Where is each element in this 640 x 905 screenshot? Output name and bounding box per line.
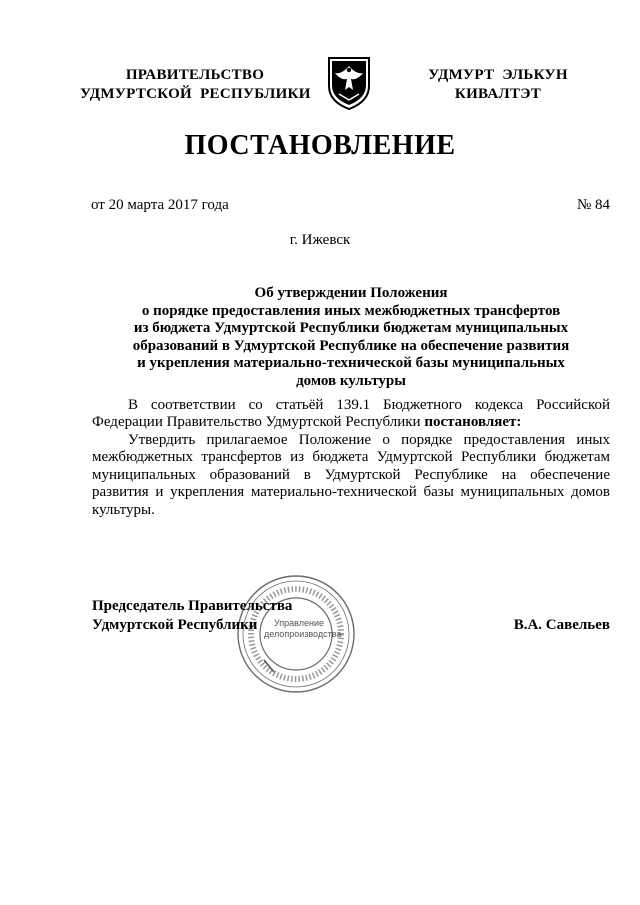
document-city: г. Ижевск bbox=[289, 232, 351, 248]
header-left-line1: ПРАВИТЕЛЬСТВО bbox=[125, 67, 265, 83]
paragraph-1-text: В соответствии со статьёй 139.1 Бюджетного кодекса Российской Федерации Правительство Удмуртской Республики bbox=[92, 397, 610, 431]
coat-of-arms-emblem-icon bbox=[327, 56, 371, 110]
header-left bbox=[80, 66, 310, 104]
subject-line: и укрепления материально-технической базы муниципальных bbox=[137, 355, 565, 372]
document-subject bbox=[96, 285, 606, 391]
subject-line: из бюджета Удмуртской Республики бюджетам муниципальных bbox=[133, 320, 569, 337]
subject-line: Об утверждении Положения bbox=[254, 285, 448, 301]
document-title: ПОСТАНОВЛЕНИЕ bbox=[184, 130, 456, 161]
document-date: от 20 марта 2017 года bbox=[91, 197, 229, 213]
body-paragraph-1 bbox=[92, 397, 610, 432]
header-left-line2: УДМУРТСКОЙ РЕСПУБЛИКИ bbox=[80, 86, 311, 102]
paragraph-1-resolves: постановляет: bbox=[424, 414, 522, 431]
signature-position-line2: Удмуртской Республики bbox=[92, 617, 258, 633]
header-right-line2: КИВАЛТЭТ bbox=[454, 86, 542, 102]
stamp-text-line1: Управление bbox=[273, 618, 325, 628]
signature-position-line1: Председатель Правительства bbox=[92, 598, 293, 614]
subject-line: о порядке предоставления иных межбюджетных трансфертов bbox=[141, 302, 561, 319]
header-right bbox=[408, 66, 588, 104]
signature-position bbox=[92, 597, 292, 635]
stamp-text-line2: делопроизводства bbox=[264, 629, 342, 639]
signature-name: В.А. Савельев bbox=[513, 617, 610, 633]
document-number: № 84 bbox=[576, 197, 610, 213]
body-paragraph-2: Утвердить прилагаемое Положение о порядке предоставления иных межбюджетных трансфертов из бюджета Удмуртской Республики бюджетам муниципальных образований в Удмуртской Республике на обеспечение развития и укрепления материально-технической базы муниципальных домов культуры. bbox=[92, 432, 610, 518]
subject-line: домов культуры bbox=[296, 372, 406, 389]
subject-line: образований в Удмуртской Республике на обеспечение развития bbox=[132, 337, 570, 354]
header-right-line1: УДМУРТ ЭЛЬКУН bbox=[428, 67, 568, 83]
